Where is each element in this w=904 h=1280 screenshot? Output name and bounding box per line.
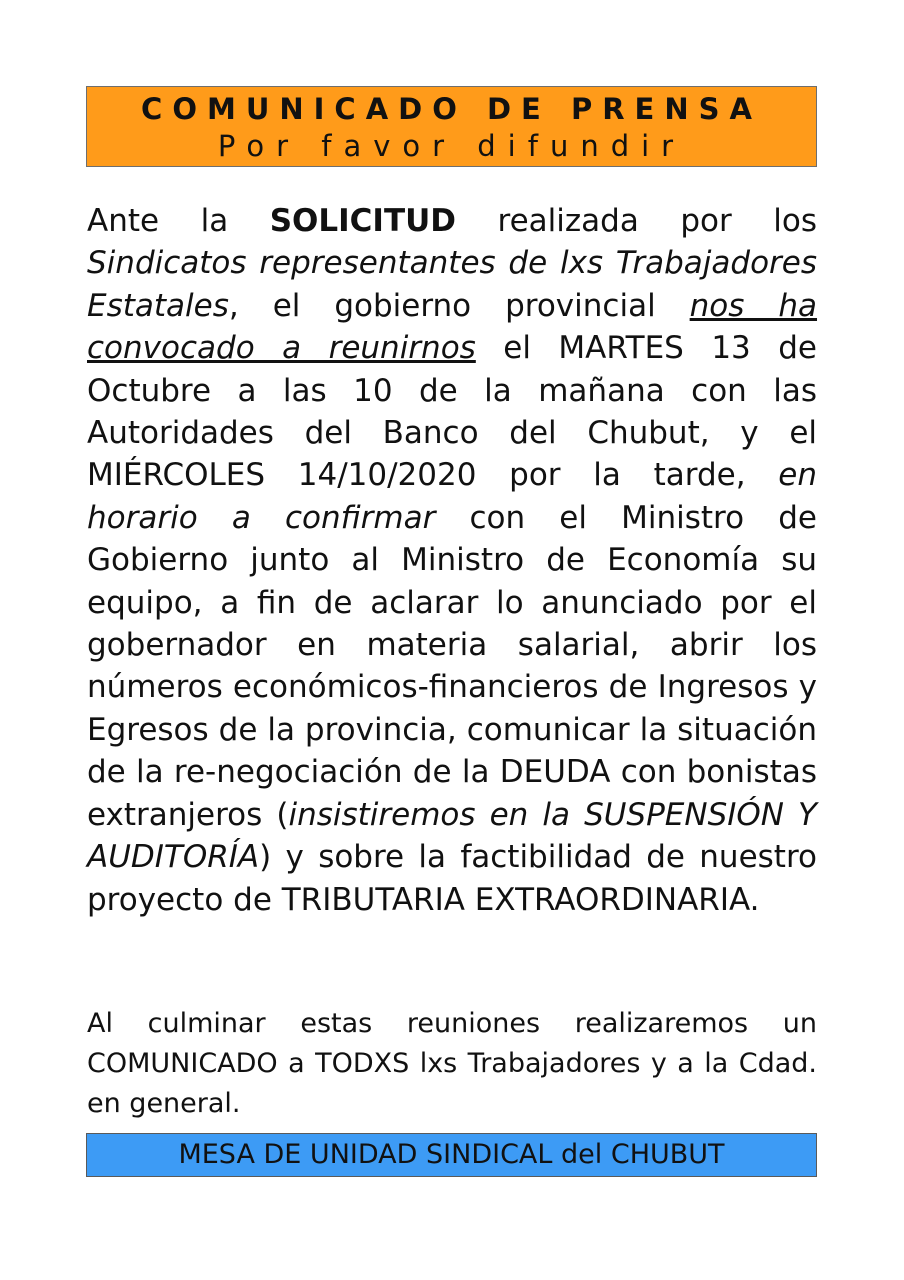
- header-banner: [86, 86, 817, 167]
- body-text-solicitud: SOLICITUD: [269, 203, 457, 239]
- body-text-convocado: nos ha convocado a reunirnos: [87, 287, 818, 367]
- closing-paragraph: Al culminar estas reuniones realizaremos un COMUNICADO a TODXS lxs Trabajadores y a la Cdad. en general.: [87, 1008, 817, 1119]
- body-text-tributaria: ) y sobre la factibilidad de nuestro proyecto de TRIBUTARIA EXTRAORDINARIA.: [87, 839, 817, 918]
- body-text-sindicatos: Sindicatos representantes de lxs Trabajadores Estatales: [87, 245, 817, 324]
- header-title: COMUNICADO DE PRENSA: [141, 92, 762, 126]
- header-subtitle: Por favor difundir: [217, 129, 686, 163]
- body-text-suspension: insistiremos en la SUSPENSIÓN Y AUDITORÍA: [87, 796, 817, 876]
- body-text-gobierno: , el gobierno provincial: [228, 287, 690, 324]
- body-text-realizada: realizada por los: [456, 203, 817, 239]
- body-paragraph: [87, 200, 817, 921]
- body-text-intro: Ante la: [87, 203, 270, 239]
- body-text-fechas: el MARTES 13 de Octubre a las 10 de la mañana con las Autoridades del Banco del Chubut, y el MIÉRCOLES 14/10/2020 por la tarde,: [87, 330, 817, 494]
- signature-banner: MESA DE UNIDAD SINDICAL del CHUBUT: [86, 1133, 817, 1177]
- body-text-horario: en horario a confirmar: [87, 457, 817, 536]
- body-text-temario: con el Ministro de Gobierno junto al Ministro de Economía su equipo, a fin de aclarar lo anunciado por el gobernador en materia salarial, abrir los números económicos-financieros de Ingresos y Egresos de la provincia, comunicar la situación de la re-negociación de la DEUDA con bonistas extranjeros (: [87, 499, 817, 833]
